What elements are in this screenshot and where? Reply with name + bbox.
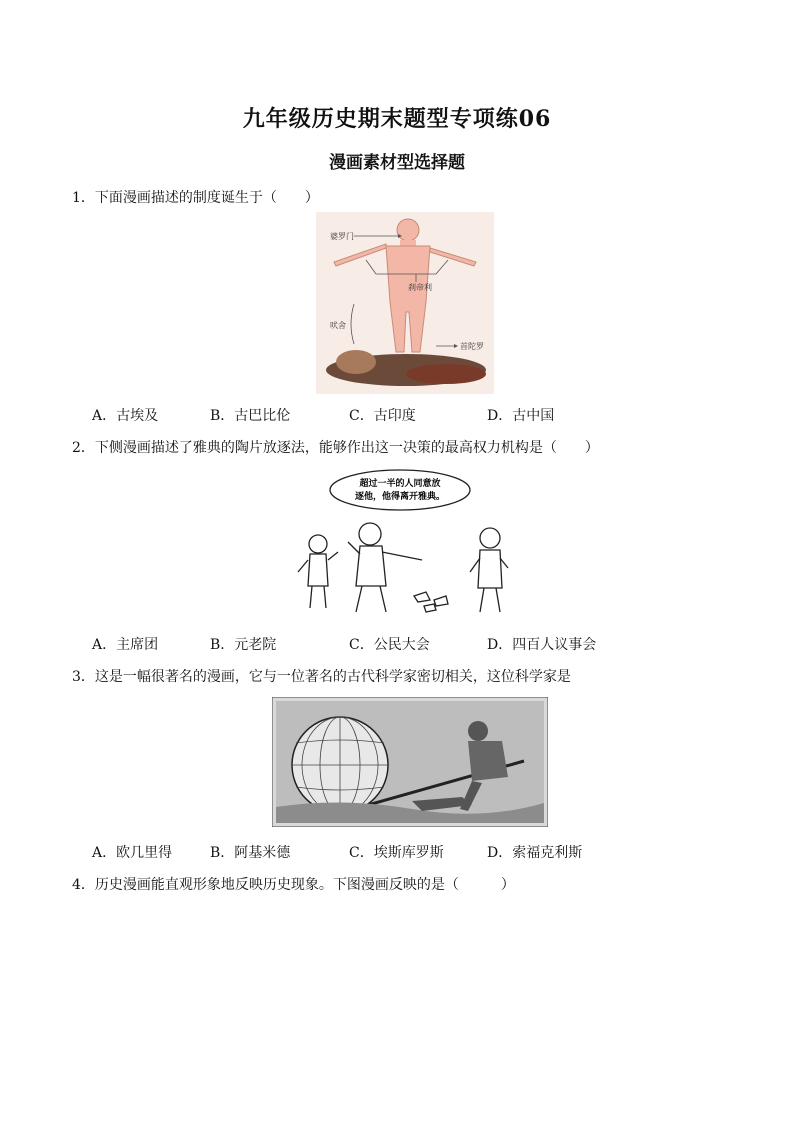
q1-option-c: C．古印度 <box>349 408 416 424</box>
q3-option-c: C．埃斯库罗斯 <box>349 845 444 861</box>
speech-line-1: 超过一半的人同意放 <box>359 479 441 489</box>
ostracism-cartoon <box>290 468 520 620</box>
page-title: 九年级历史期末题型专项练06 <box>242 106 552 132</box>
page-subtitle: 漫画素材型选择题 <box>329 153 465 173</box>
q2-option-b: B．元老院 <box>210 637 277 653</box>
q3-option-b: B．阿基米德 <box>210 845 291 861</box>
label-brahmin: 婆罗门 <box>330 232 354 241</box>
label-shudra: 首陀罗 <box>460 342 484 351</box>
q3-option-a: A．欧几里得 <box>92 845 173 861</box>
q3-option-d: D．索福克利斯 <box>487 845 583 861</box>
q1-option-b: B．古巴比伦 <box>210 408 291 424</box>
question-4-stem: 4．历史漫画能直观形象地反映历史现象。下图漫画反映的是（ ） <box>72 877 515 893</box>
q1-option-a: A．古埃及 <box>92 408 159 424</box>
question-3-stem: 3．这是一幅很著名的漫画，它与一位著名的古代科学家密切相关，这位科学家是 <box>72 669 571 685</box>
archimedes-lever-engraving <box>272 697 548 827</box>
question-1-stem: 1．下面漫画描述的制度诞生于（ ） <box>72 190 319 206</box>
label-vaishya: 吠舍 <box>330 321 346 330</box>
q2-option-a: A．主席团 <box>92 637 159 653</box>
caste-pyramid-illustration <box>316 212 494 394</box>
q2-option-c: C．公民大会 <box>349 637 430 653</box>
q1-option-d: D．古中国 <box>487 408 555 424</box>
label-kshatriya: 刹帝利 <box>408 283 432 292</box>
q2-option-d: D．四百人议事会 <box>487 637 597 653</box>
speech-line-2: 逐他，他得离开雅典。 <box>354 492 446 502</box>
question-2-stem: 2．下侧漫画描述了雅典的陶片放逐法，能够作出这一决策的最高权力机构是（ ） <box>72 440 599 456</box>
